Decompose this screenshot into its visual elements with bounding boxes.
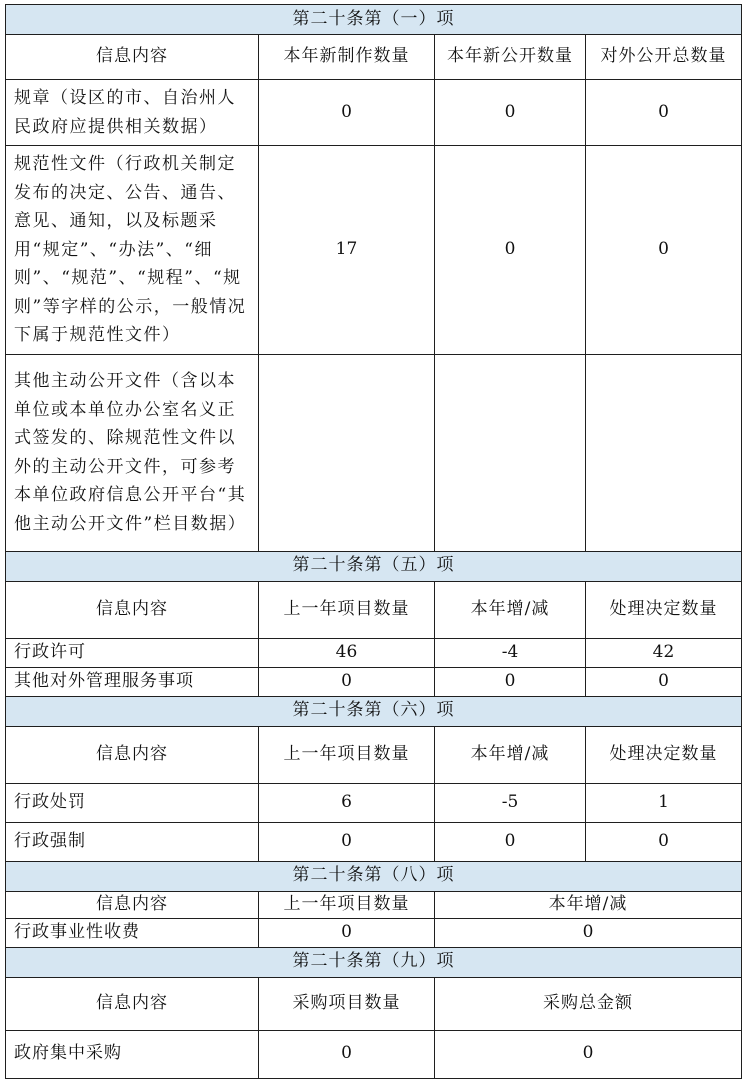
column-header: 本年增/减 [435, 891, 742, 918]
column-header-row [6, 977, 742, 1030]
table-row [6, 667, 742, 696]
cell-value: 0 [435, 822, 586, 861]
column-header: 信息内容 [6, 977, 259, 1030]
row-label: 规章（设区的市、自治州人民政府应提供相关数据） [6, 80, 259, 146]
table-row [6, 1030, 742, 1078]
table-row [6, 80, 742, 146]
column-header-row [6, 891, 742, 918]
column-header: 本年增/减 [435, 726, 586, 783]
cell-value: 0 [586, 80, 742, 146]
column-header: 信息内容 [6, 891, 259, 918]
cell-value: 0 [586, 667, 742, 696]
column-header: 对外公开总数量 [586, 35, 742, 80]
cell-value: 0 [435, 918, 742, 947]
disclosure-statistics-page [5, 4, 741, 1079]
cell-value: 0 [259, 667, 435, 696]
column-header-row [6, 726, 742, 783]
column-header: 上一年项目数量 [259, 726, 435, 783]
table-row [6, 354, 742, 551]
section-6-header-row [6, 696, 742, 726]
column-header: 信息内容 [6, 35, 259, 80]
column-header: 处理决定数量 [586, 726, 742, 783]
section-title: 第二十条第（八）项 [6, 861, 742, 891]
cell-value [259, 354, 435, 551]
column-header-row [6, 35, 742, 80]
column-header: 采购项目数量 [259, 977, 435, 1030]
cell-value [586, 354, 742, 551]
cell-value: -5 [435, 783, 586, 822]
cell-value: 0 [435, 80, 586, 146]
cell-value: 0 [259, 918, 435, 947]
row-label: 行政事业性收费 [6, 918, 259, 947]
table-row [6, 146, 742, 355]
column-header: 上一年项目数量 [259, 891, 435, 918]
column-header: 信息内容 [6, 581, 259, 638]
cell-value [435, 354, 586, 551]
cell-value: 0 [435, 1030, 742, 1078]
column-header: 本年新制作数量 [259, 35, 435, 80]
cell-value: 0 [586, 146, 742, 355]
cell-value: 0 [435, 146, 586, 355]
cell-value: 6 [259, 783, 435, 822]
column-header: 本年增/减 [435, 581, 586, 638]
cell-value: 0 [259, 1030, 435, 1078]
section-8-header-row [6, 861, 742, 891]
cell-value: 1 [586, 783, 742, 822]
row-label: 政府集中采购 [6, 1030, 259, 1078]
section-1-header-row [6, 5, 742, 35]
cell-value: 42 [586, 638, 742, 667]
column-header: 信息内容 [6, 726, 259, 783]
row-label: 行政处罚 [6, 783, 259, 822]
table-row [6, 822, 742, 861]
disclosure-statistics-table [5, 4, 742, 1079]
row-label: 规范性文件（行政机关制定发布的决定、公告、通告、意见、通知，以及标题采用“规定”、“办法”、“细则”、“规范”、“规程”、“规则”等字样的公示，一般情况下属于规范性文件） [6, 146, 259, 355]
cell-value: 46 [259, 638, 435, 667]
row-label: 其他主动公开文件（含以本单位或本单位办公室名义正式签发的、除规范性文件以外的主动公开文件，可参考本单位政府信息公开平台“其他主动公开文件”栏目数据） [6, 354, 259, 551]
section-title: 第二十条第（五）项 [6, 551, 742, 581]
cell-value: 0 [259, 822, 435, 861]
section-title: 第二十条第（六）项 [6, 696, 742, 726]
cell-value: 17 [259, 146, 435, 355]
table-row [6, 918, 742, 947]
cell-value: 0 [259, 80, 435, 146]
cell-value: 0 [586, 822, 742, 861]
table-row [6, 638, 742, 667]
section-5-header-row [6, 551, 742, 581]
column-header: 上一年项目数量 [259, 581, 435, 638]
row-label: 行政强制 [6, 822, 259, 861]
table-row [6, 783, 742, 822]
column-header-row [6, 581, 742, 638]
row-label: 其他对外管理服务事项 [6, 667, 259, 696]
section-9-header-row [6, 947, 742, 977]
column-header: 本年新公开数量 [435, 35, 586, 80]
column-header: 处理决定数量 [586, 581, 742, 638]
row-label: 行政许可 [6, 638, 259, 667]
cell-value: 0 [435, 667, 586, 696]
section-title: 第二十条第（九）项 [6, 947, 742, 977]
column-header: 采购总金额 [435, 977, 742, 1030]
section-title: 第二十条第（一）项 [6, 5, 742, 35]
cell-value: -4 [435, 638, 586, 667]
